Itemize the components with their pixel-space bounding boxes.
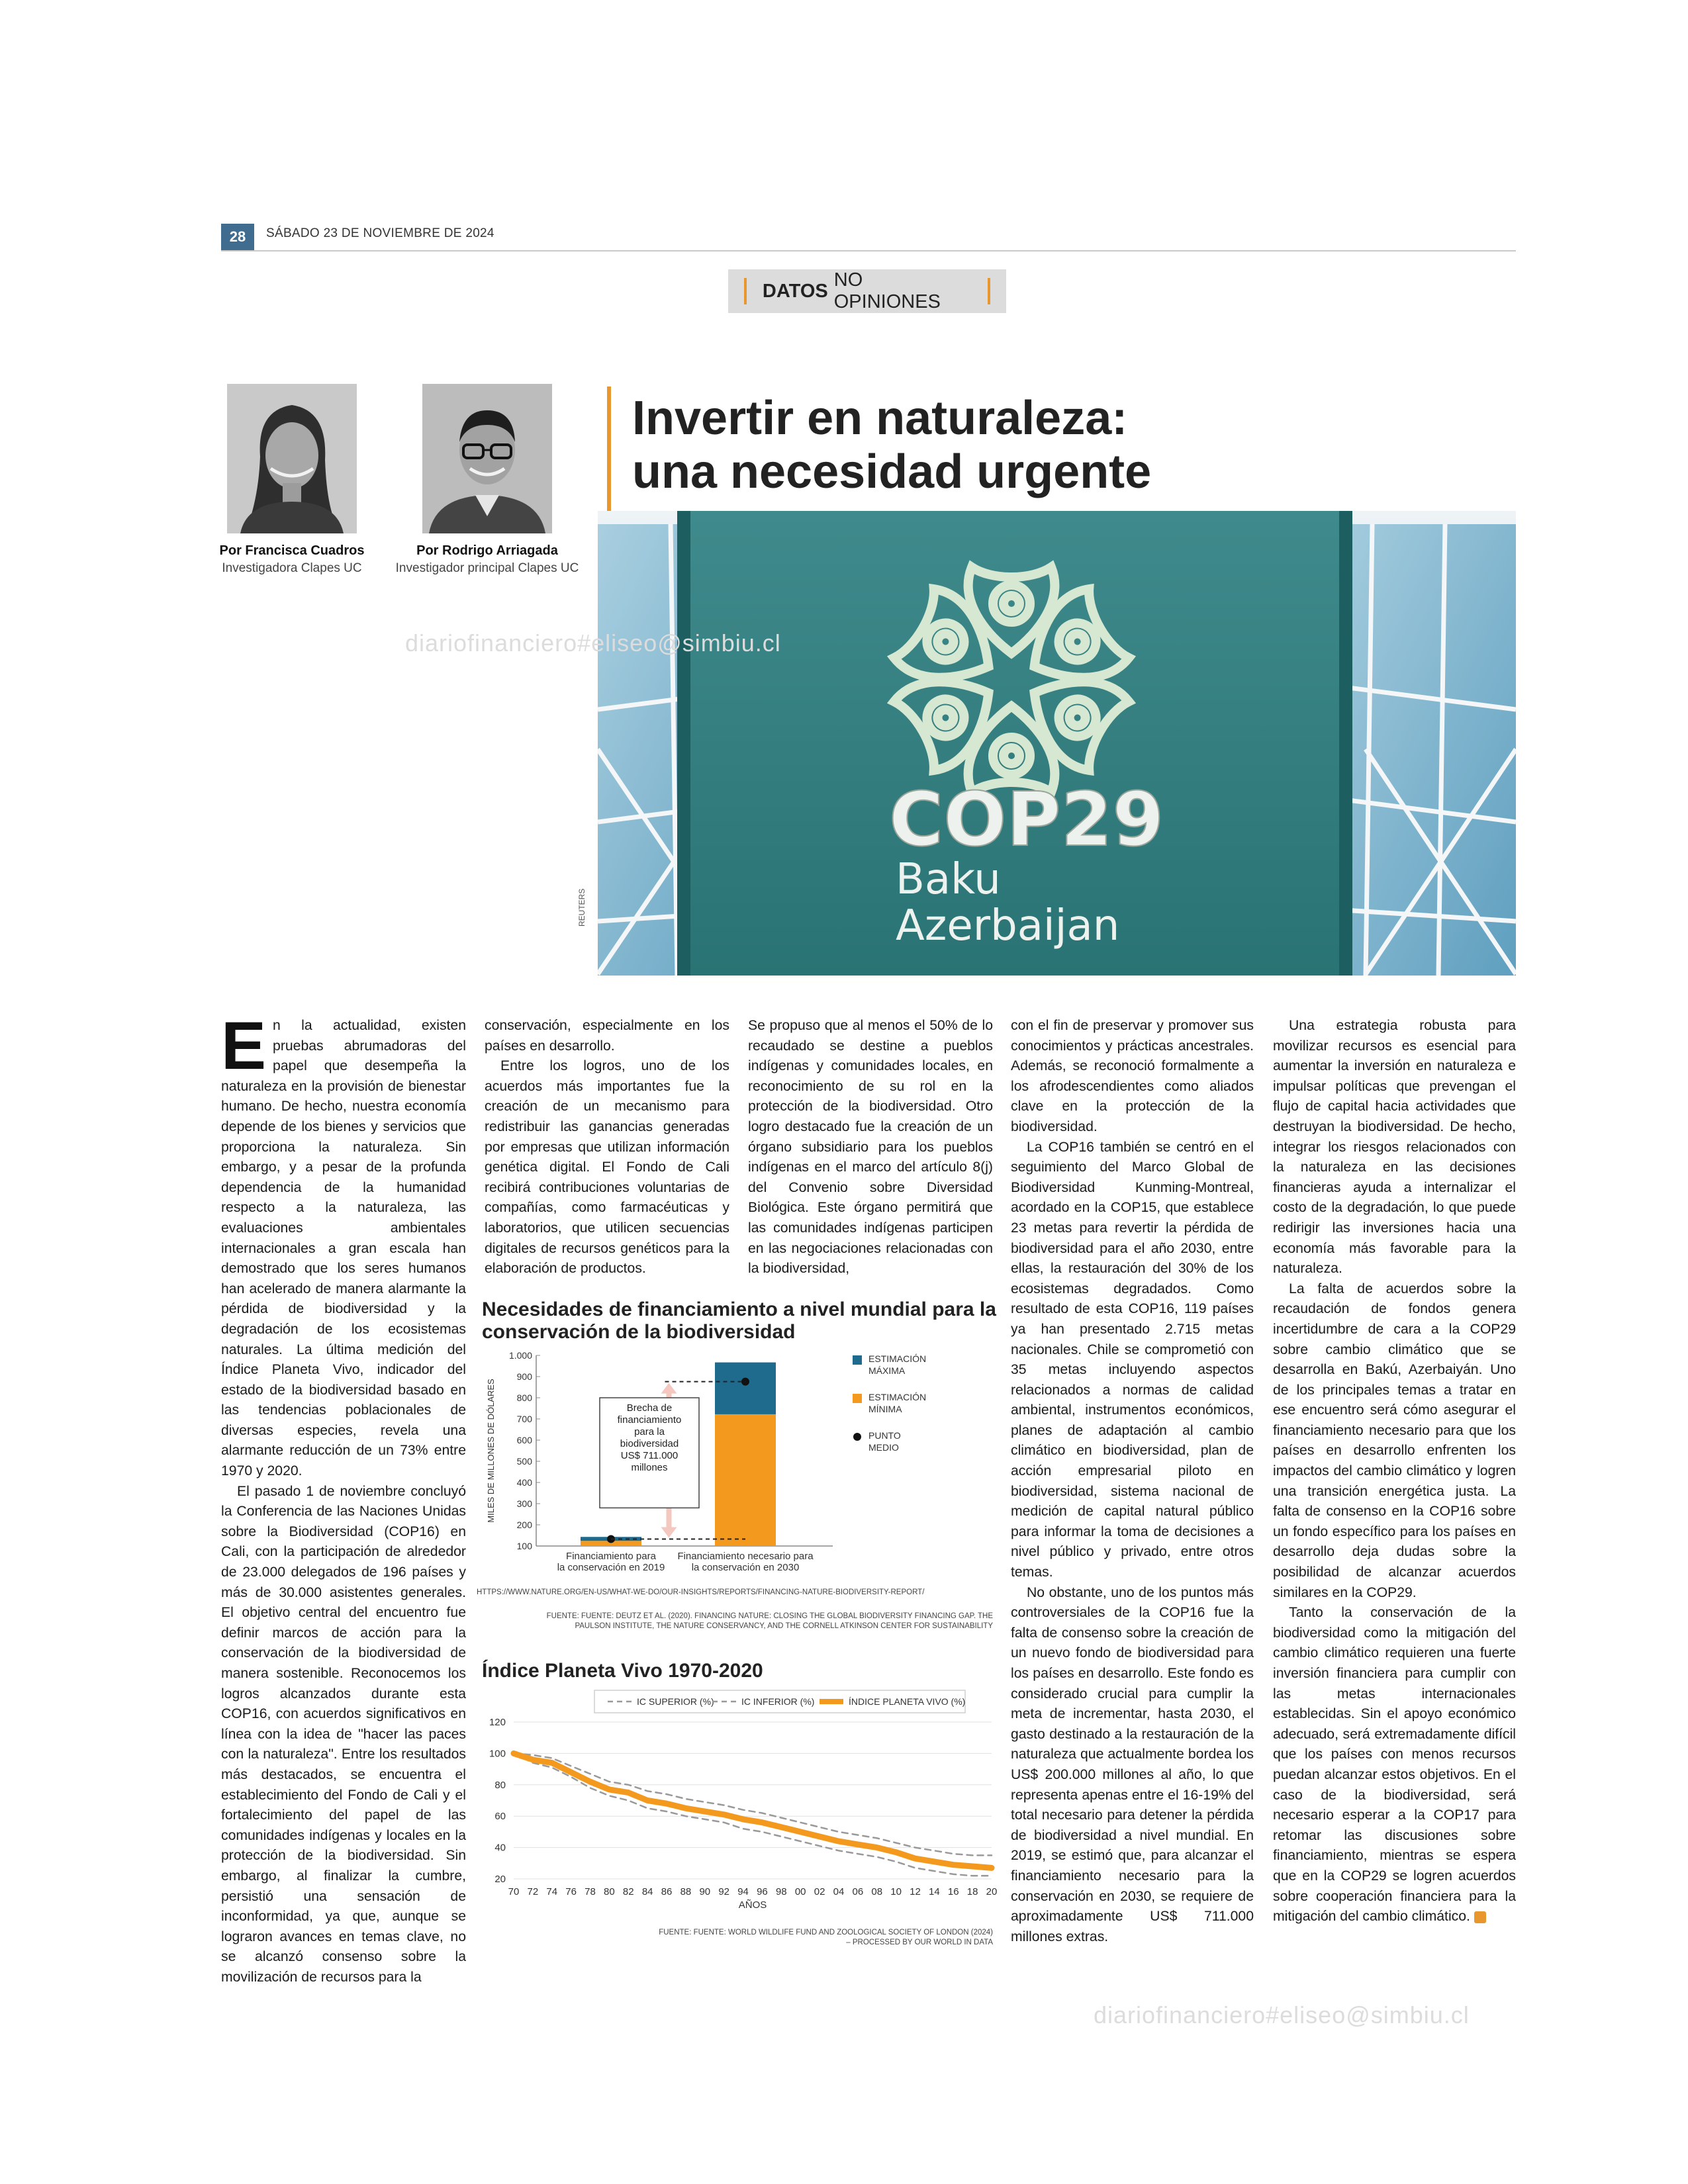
- line-chart-source: [477, 1928, 993, 1948]
- author-role-2: Investigador principal Clapes UC: [395, 561, 579, 575]
- bar-chart-url: HTTPS://WWW.NATURE.ORG/EN-US/WHAT-WE-DO/OUR-INSIGHTS/REPORTS/FINANCING-NATURE-BIODIVERSITY-REPORT/: [477, 1588, 925, 1596]
- article-column-1: [221, 1008, 466, 1988]
- x-tick-label: 08: [871, 1886, 883, 1897]
- x-tick-label: 70: [508, 1886, 520, 1897]
- section-bar-left: [744, 278, 747, 304]
- x-tick-label: 86: [661, 1886, 673, 1897]
- legend-swatch: [853, 1394, 862, 1403]
- gap-arrow-head-down: [661, 1527, 677, 1537]
- section-label-light: NO OPINIONES: [833, 269, 941, 312]
- section-label: [728, 269, 1006, 313]
- x-tick-label: 80: [604, 1886, 615, 1897]
- author-photo-rodrigo: [422, 384, 552, 533]
- living-planet-line-chart: [482, 1689, 998, 1927]
- x-tick-label: 84: [641, 1886, 653, 1897]
- x-tick-label: 92: [718, 1886, 730, 1897]
- y-tick-label: 20: [494, 1874, 506, 1885]
- legend-label: MÍNIMA: [868, 1404, 902, 1414]
- y-tick-label: 300: [516, 1498, 532, 1509]
- y-tick-label: 600: [516, 1435, 532, 1445]
- bar-chart-title: Necesidades de financiamiento a nivel mundial para la conservación de la biodiversidad: [482, 1298, 996, 1343]
- legend-label: ESTIMACIÓN: [868, 1392, 927, 1402]
- y-tick-label: 400: [516, 1477, 532, 1488]
- article-column-3: [748, 1016, 993, 1279]
- y-axis-label: MILES DE MILLONES DE DÓLARES: [486, 1379, 496, 1523]
- y-tick-label: 700: [516, 1414, 532, 1424]
- x-tick-label: 06: [852, 1886, 864, 1897]
- bar-chart-source: [477, 1612, 993, 1631]
- headline: [632, 392, 1393, 498]
- article-column-2: [485, 1016, 729, 1279]
- article-paragraph: Entre los logros, uno de los acuerdos más importantes fue la creación de un mecanismo para redistribuir las ganancias generadas por empresas que utilizan información genética digital. El Fondo de Cali recibirá contribuciones voluntarias de compañías, como farmacéuticas y laboratorios, que utilicen secuencias digitales de recursos genéticos para la elaboración de productos.: [485, 1058, 729, 1277]
- article-paragraph: [1273, 1603, 1516, 1927]
- cop29-logo-text: COP29: [889, 777, 1164, 863]
- y-tick-label: 100: [489, 1748, 506, 1760]
- legend-label: IC INFERIOR (%): [741, 1696, 815, 1707]
- portrait-man-icon: [422, 384, 552, 533]
- legend-label: PUNTO: [868, 1430, 901, 1441]
- bar-max-segment: [715, 1363, 776, 1414]
- portrait-woman-icon: [227, 384, 357, 533]
- article-paragraph: La COP16 también se centró en el seguimiento del Marco Global de Biodiversidad Kunming-Montreal, acordado en la COP15, que establece 23 metas para revertir la pérdida de biodiversidad para el año 2030, entre ellas, la restauración del 30% de los ecosistemas degradados. Como resultado de esta COP16, 119 países ya han presentado 2.715 metas nacionales. Chile se comprometió con 35 metas incluyendo aspectos relacionados a normas de calidad ambiental, instrumentos económicos, planes de adaptación al cambio climático en biodiversidad, plan de acción empresarial piloto en biodiversidad, sistema nacional de medición de capital natural público para informar la toma de decisiones a nivel público y privado, entre otros temas.: [1011, 1139, 1254, 1580]
- line-chart-source-line: – PROCESSED BY OUR WORLD IN DATA: [846, 1938, 993, 1946]
- article-paragraph: El pasado 1 de noviembre concluyó la Conferencia de las Naciones Unidas sobre la Biodiversidad (COP16) en Cali, con la participación de alrededor de 23.000 delegados de 196 países y más de 30.000 asistentes generales. El objetivo central del encuentro fue definir marcos de acción para la conservación de la biodiversidad de manera sostenible. Reconocemos los logros alcanzados durante esta COP16, con acuerdos significativos en línea con la idea de "hacer las paces con la naturaleza". Entre los resultados más destacados, se encuentra el establecimiento del Fondo de Cali y el fortalecimiento del papel de las comunidades indígenas y locales en la protección de la biodiversidad. Sin embargo, al finalizar la cumbre, persistió una sensación de inconformidad, ya que, aunque se lograron avances en temas clave, no se alcanzó consenso sobre la movilización de recursos para la: [221, 1483, 466, 1985]
- main-photo-cop29: [598, 511, 1516, 976]
- line-chart-source-line: FUENTE: FUENTE: WORLD WILDLIFE FUND AND ZOOLOGICAL SOCIETY OF LONDON (2024): [659, 1929, 993, 1936]
- x-tick-label: 96: [757, 1886, 768, 1897]
- x-category-label: la conservación en 2019: [557, 1562, 665, 1573]
- article-paragraph: Una estrategia robusta para movilizar recursos es esencial para aumentar la inversión en naturaleza e impulsar políticas que prevengan el flujo de capital hacia actividades que destruyan la biodiversidad. De hecho, integrar los riesgos relacionados con la naturaleza en las decisiones financieras ayuda a internalizar el costo de la degradación, lo que puede redirigir las inversiones hacia una economía más favorable para la naturaleza.: [1273, 1018, 1516, 1277]
- article-paragraph: No obstante, uno de los puntos más controversiales de la COP16 fue la falta de consenso sobre la creación de un nuevo fondo de biodiversidad para los países en desarrollo. Este fondo es considerado crucial para cumplir la meta de incrementar, hasta 2030, el gasto destinado a la restauración de la naturaleza que actualmente bordea los US$ 200.000 millones al año, lo que representa apenas entre el 16-19% del total necesario para detener la pérdida de biodiversidad a nivel mundial. En 2019, se estimó que, para alcanzar el financiamiento necesario para la conservación en 2030, se requiere de aproximadamente US$ 711.000 millones extras.: [1011, 1584, 1254, 1944]
- line-chart-title: Índice Planeta Vivo 1970-2020: [482, 1660, 763, 1682]
- x-tick-label: 04: [833, 1886, 845, 1897]
- x-tick-label: 78: [585, 1886, 596, 1897]
- x-tick-label: 98: [775, 1886, 787, 1897]
- cop29-photo: [598, 511, 1516, 976]
- y-tick-label: 80: [494, 1779, 506, 1791]
- gap-annotation-text: para la: [634, 1426, 665, 1437]
- series-line: [514, 1753, 992, 1855]
- legend-label: MEDIO: [868, 1442, 899, 1453]
- bar-chart-source-line: PAULSON INSTITUTE, THE NATURE CONSERVANCY, AND THE CORNELL ATKINSON CENTER FOR SUSTAINABILITY: [575, 1622, 993, 1630]
- x-tick-label: 02: [814, 1886, 825, 1897]
- x-tick-label: 82: [622, 1886, 634, 1897]
- x-tick-label: 14: [929, 1886, 940, 1897]
- y-tick-label: 800: [516, 1392, 532, 1403]
- gap-annotation-text: US$ 711.000: [620, 1450, 679, 1461]
- article-column-4: [1011, 1016, 1254, 1947]
- article-paragraph: conservación, especialmente en los países en desarrollo.: [485, 1018, 729, 1054]
- bar-min-segment: [715, 1414, 776, 1546]
- x-axis-label: AÑOS: [738, 1899, 767, 1911]
- x-tick-label: 00: [794, 1886, 806, 1897]
- author-photo-francisca: [227, 384, 357, 533]
- legend-label: ESTIMACIÓN: [868, 1353, 927, 1364]
- cop29-logo-country: Azerbaijan: [896, 901, 1120, 950]
- legend-swatch: [853, 1355, 862, 1365]
- author-name-1: Por Francisca Cuadros: [219, 543, 365, 558]
- headline-accent-bar: [607, 387, 611, 512]
- watermark-top: diariofinanciero#eliseo@simbiu.cl: [405, 629, 781, 657]
- watermark-bottom: diariofinanciero#eliseo@simbiu.cl: [1094, 2001, 1470, 2028]
- y-tick-label: 500: [516, 1456, 532, 1467]
- article-paragraph: Se propuso que al menos el 50% de lo recaudado se destine a pueblos indígenas y comunidades locales, en reconocimiento de su rol en la protección de la biodiversidad. Otro logro destacado fue la creación de un órgano subsidiario para los pueblos indígenas en el marco del artículo 8(j) del Convenio sobre Diversidad Biológica. Este órgano permitirá que las comunidades indígenas participen en las negociaciones relacionadas con la biodiversidad,: [748, 1018, 993, 1277]
- y-tick-label: 900: [516, 1371, 532, 1382]
- x-tick-label: 74: [546, 1886, 558, 1897]
- article-paragraph-text: Tanto la conservación de la biodiversidad como la mitigación del cambio climático requieren una fuerte inversión financiera para cumplir con las metas internacionales establecidas. Sin el apoyo económico adecuado, será extremadamente difícil que los países con menos recursos puedan alcanzar estos objetivos. En el caso de la biodiversidad, será necesario esperar a la COP17 para retomar las discusiones sobre financiamiento, mientras se espera que en la COP29 se logren acuerdos sobre cooperación financiera para la mitigación del cambio climático.: [1273, 1605, 1516, 1925]
- x-tick-label: 88: [680, 1886, 692, 1897]
- section-label-bold: DATOS: [762, 280, 828, 302]
- x-tick-label: 12: [910, 1886, 921, 1897]
- gap-annotation-text: financiamiento: [617, 1414, 682, 1426]
- article-paragraph: n la actualidad, existen pruebas abrumadoras del papel que desempeña la naturaleza en la provisión de bienestar humano. De hecho, nuestra economía depende de los bienes y servicios que proporciona la naturaleza. Sin embargo, y a pesar de la profunda dependencia de la humanidad respecto a la naturaleza, las evaluaciones ambientales internacionales a gran escala han demostrado que los seres humanos han acelerado de manera alarmante la pérdida de biodiversidad y la degradación de los ecosistemas naturales. La última medición del Índice Planeta Vivo, indicador del estado de la biodiversidad basado en las tendencias poblacionales de diversas especies, revela una alarmante reducción de un 73% entre 1970 y 2020.: [221, 1018, 466, 1479]
- financing-bar-chart: [482, 1347, 992, 1592]
- y-tick-label: 40: [494, 1842, 506, 1854]
- y-tick-label: 60: [494, 1811, 506, 1823]
- cop29-logo-city: Baku: [896, 855, 1001, 904]
- article-column-5: [1273, 1016, 1516, 1927]
- x-tick-label: 16: [947, 1886, 959, 1897]
- gap-annotation-text: Brecha de: [626, 1402, 673, 1414]
- x-category-label: Financiamiento necesario para: [677, 1551, 814, 1562]
- gap-arrow-head-up: [661, 1383, 677, 1394]
- header-divider: [221, 250, 1516, 251]
- section-bar-right: [988, 278, 990, 304]
- gap-annotation-text: biodiversidad: [620, 1438, 679, 1449]
- y-tick-label: 100: [516, 1541, 532, 1551]
- author-name-2: Por Rodrigo Arriagada: [416, 543, 558, 558]
- y-tick-label: 200: [516, 1520, 532, 1530]
- y-tick-label: 1.000: [508, 1350, 532, 1361]
- gap-annotation-text: millones: [631, 1462, 668, 1473]
- author-role-1: Investigadora Clapes UC: [222, 561, 362, 575]
- bar-chart-source-line: FUENTE: FUENTE: DEUTZ ET AL. (2020). FINANCING NATURE: CLOSING THE GLOBAL BIODIVERSITY FINANCING GAP. THE: [546, 1612, 993, 1620]
- end-mark-icon: [1474, 1911, 1486, 1923]
- x-tick-label: 76: [565, 1886, 577, 1897]
- x-tick-label: 94: [737, 1886, 749, 1897]
- legend-swatch: [853, 1433, 861, 1441]
- x-tick-label: 10: [890, 1886, 902, 1897]
- legend-label: ÍNDICE PLANETA VIVO (%): [849, 1696, 966, 1707]
- page-number: 28: [221, 224, 254, 250]
- drop-cap: E: [221, 1008, 267, 1083]
- x-category-label: Financiamiento para: [566, 1551, 656, 1562]
- headline-line-2: una necesidad urgente: [632, 445, 1152, 498]
- x-tick-label: 18: [966, 1886, 978, 1897]
- headline-line-1: Invertir en naturaleza:: [632, 392, 1128, 445]
- x-category-label: la conservación en 2030: [691, 1562, 800, 1573]
- legend-label: IC SUPERIOR (%): [637, 1696, 714, 1707]
- article-paragraph: con el fin de preservar y promover sus conocimientos y prácticas ancestrales. Además, se reconoció formalmente a los afrodescendientes como aliados clave en la protección de la biodiversidad.: [1011, 1018, 1254, 1134]
- x-tick-label: 72: [527, 1886, 539, 1897]
- x-tick-label: 20: [986, 1886, 998, 1897]
- y-tick-label: 120: [489, 1717, 506, 1728]
- issue-date: SÁBADO 23 DE NOVIEMBRE DE 2024: [266, 226, 494, 240]
- legend-label: MÁXIMA: [868, 1365, 906, 1376]
- photo-credit: REUTERS: [577, 888, 586, 927]
- article-paragraph: La falta de acuerdos sobre la recaudación de fondos genera incertidumbre de cara a la COP29 sobre cambio climático que se desarrolla en Bakú, Azerbaiyán. Uno de los principales temas a tratar en ese encuentro será cómo asegurar el financiamiento necesario para que los países en desarrollo enfrenten los impactos del cambio climático y logren una transición energética justa. La falta de consenso en la COP16 sobre un fondo específico para los países en desarrollo deja dudas sobre la posibilidad de alcanzar acuerdos similares en la COP29.: [1273, 1281, 1516, 1600]
- x-tick-label: 90: [699, 1886, 711, 1897]
